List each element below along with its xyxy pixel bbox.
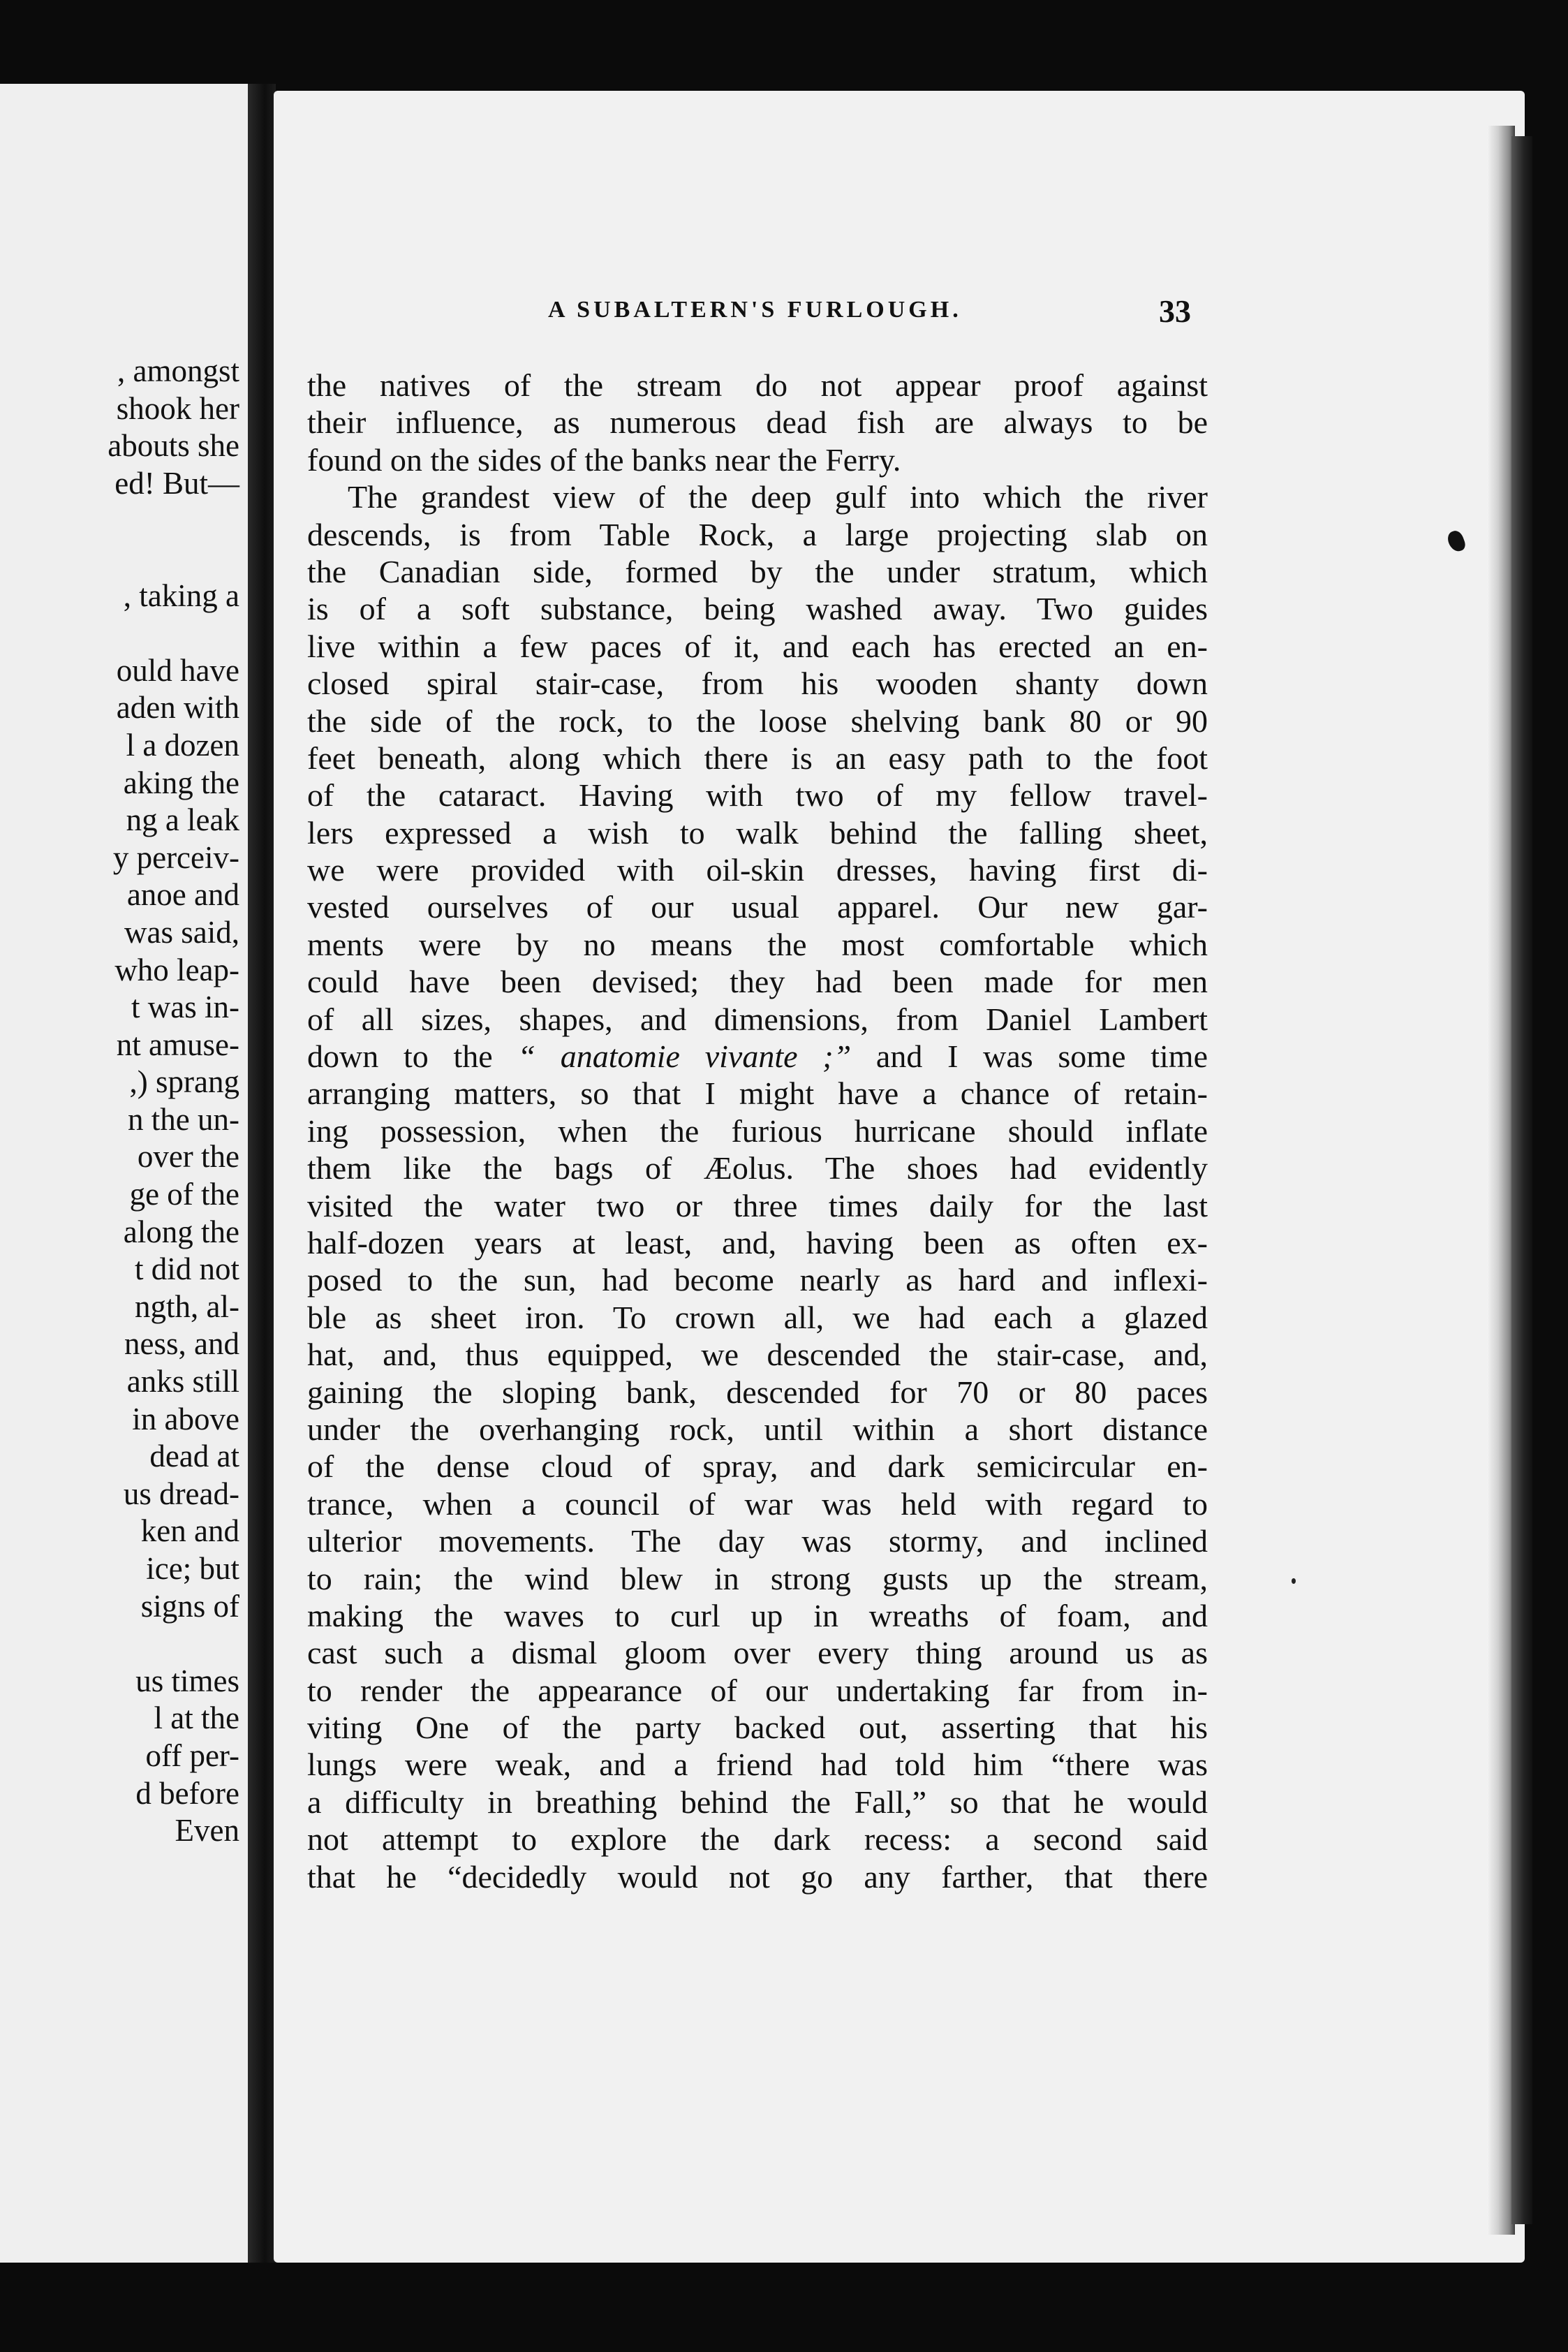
left-page-line: ken and bbox=[140, 1513, 239, 1549]
text-line: of all sizes, shapes, and dimensions, from Daniel Lambert bbox=[307, 1001, 1208, 1037]
ink-speck bbox=[1292, 1578, 1296, 1584]
text-line: live within a few paces of it, and each has erected an en- bbox=[307, 628, 1208, 664]
page-edge bbox=[1487, 126, 1515, 2235]
text-line: a difficulty in breathing behind the Fall,” so that he would bbox=[307, 1784, 1208, 1820]
left-page-line: shook her bbox=[116, 390, 239, 426]
left-page-line: , amongst bbox=[117, 353, 239, 388]
text-line: ble as sheet iron. To crown all, we had each a glazed bbox=[307, 1299, 1208, 1335]
left-page-line: ould have bbox=[116, 652, 239, 688]
left-page-line bbox=[9, 540, 239, 578]
text-line: the natives of the stream do not appear proof against bbox=[307, 367, 1208, 403]
left-facing-page bbox=[0, 84, 248, 2263]
text-line: to render the appearance of our undertaking far from in- bbox=[307, 1672, 1208, 1708]
text-line: The grandest view of the deep gulf into which the river bbox=[348, 479, 1208, 515]
left-page-line: y perceiv- bbox=[112, 839, 239, 875]
left-page-line bbox=[9, 502, 239, 540]
left-page-line: who leap- bbox=[114, 952, 239, 987]
left-page-line: aking the bbox=[123, 765, 239, 800]
page-number: 33 bbox=[1159, 293, 1191, 329]
left-page-line: l at the bbox=[154, 1700, 239, 1736]
left-page-line: d before bbox=[135, 1775, 239, 1811]
left-page-line: ed! But— bbox=[114, 465, 239, 501]
text-line: ments were by no means the most comfortable which bbox=[307, 926, 1208, 962]
left-page-line: abouts she bbox=[108, 428, 239, 464]
text-line: of the cataract. Having with two of my fellow travel- bbox=[307, 777, 1208, 814]
text-line: cast such a dismal gloom over every thing around us as bbox=[307, 1635, 1208, 1671]
left-page-line: Even bbox=[175, 1813, 239, 1848]
left-page-line: ngth, al- bbox=[135, 1288, 239, 1324]
text-line: the Canadian side, formed by the under stratum, which bbox=[307, 553, 1208, 589]
text-line: is of a soft substance, being washed away. Two guides bbox=[307, 591, 1208, 627]
body-text bbox=[307, 367, 1208, 1895]
left-page-line: l a dozen bbox=[126, 727, 239, 763]
text-line: not attempt to explore the dark recess: a second said bbox=[307, 1821, 1208, 1858]
left-page-line: ,) sprang bbox=[129, 1064, 239, 1100]
text-run: and I was some time bbox=[875, 1038, 1208, 1075]
left-page-line: t did not bbox=[134, 1251, 239, 1287]
left-page-line bbox=[9, 1625, 239, 1663]
text-line: the side of the rock, to the loose shelving bank 80 or 90 bbox=[307, 703, 1208, 739]
text-line: visited the water two or three times daily for the last bbox=[307, 1187, 1208, 1223]
text-line: half-dozen years at least, and, having been as often ex- bbox=[307, 1224, 1208, 1260]
text-line: making the waves to curl up in wreaths of foam, and bbox=[307, 1597, 1208, 1633]
running-head bbox=[0, 293, 1568, 339]
text-line: ulterior movements. The day was stormy, and inclined bbox=[307, 1523, 1208, 1559]
text-line: of the dense cloud of spray, and dark semicircular en- bbox=[307, 1448, 1208, 1485]
left-page-line: over the bbox=[137, 1139, 239, 1175]
page-edge-shadow bbox=[1511, 136, 1532, 2224]
text-line: gaining the sloping bank, descended for 70 or 80 paces bbox=[307, 1374, 1208, 1410]
left-page-line: us times bbox=[135, 1663, 239, 1698]
text-line: trance, when a council of war was held with regard to bbox=[307, 1485, 1208, 1522]
text-line: closed spiral stair-case, from his wooden shanty down bbox=[307, 666, 1208, 702]
italic-phrase: “ anatomie vivante ;” bbox=[517, 1038, 852, 1075]
left-page-line: , taking a bbox=[123, 578, 239, 613]
text-line: them like the bags of Æolus. The shoes had evidently bbox=[307, 1150, 1208, 1186]
text-line: under the overhanging rock, until within a short distance bbox=[307, 1411, 1208, 1447]
text-line: lungs were weak, and a friend had told him “there was bbox=[307, 1747, 1208, 1783]
text-line: arranging matters, so that I might have a chance of retain- bbox=[307, 1075, 1208, 1112]
left-page-line: off per- bbox=[145, 1737, 239, 1773]
text-line: we were provided with oil-skin dresses, having first di- bbox=[307, 852, 1208, 888]
left-page-line: in above bbox=[132, 1401, 239, 1436]
left-page-line: nt amuse- bbox=[116, 1027, 239, 1062]
text-line: posed to the sun, had become nearly as hard and inflexi- bbox=[307, 1262, 1208, 1298]
left-page-line: ice; but bbox=[146, 1551, 239, 1586]
left-page-line: t was in- bbox=[131, 990, 239, 1025]
left-page-line: along the bbox=[123, 1214, 239, 1249]
text-run: down to the bbox=[307, 1038, 493, 1075]
left-page-line: ge of the bbox=[129, 1177, 239, 1212]
left-page-text bbox=[9, 353, 239, 1850]
text-line: viting One of the party backed out, asserting that his bbox=[307, 1710, 1208, 1746]
left-page-line: was said, bbox=[124, 914, 239, 950]
left-page-line: anks still bbox=[126, 1364, 239, 1399]
left-page-line: dead at bbox=[149, 1439, 239, 1474]
text-line: hat, and, thus equipped, we descended the stair-case, and, bbox=[307, 1337, 1208, 1373]
text-line: that he “decidedly would not go any farther, that there bbox=[307, 1858, 1208, 1895]
left-page-line bbox=[9, 615, 239, 652]
text-line-with-italic bbox=[307, 1038, 1208, 1075]
left-page-line: ng a leak bbox=[126, 802, 239, 838]
text-line: their influence, as numerous dead fish are always to be bbox=[307, 404, 1208, 441]
left-page-line: aden with bbox=[116, 690, 239, 726]
left-page-line: signs of bbox=[140, 1588, 239, 1624]
book-gutter bbox=[248, 84, 276, 2263]
left-page-line: n the un- bbox=[128, 1101, 239, 1137]
left-page-line: anoe and bbox=[126, 877, 239, 913]
text-line: descends, is from Table Rock, a large projecting slab on bbox=[307, 516, 1208, 552]
text-line: vested ourselves of our usual apparel. Our new gar- bbox=[307, 889, 1208, 925]
text-line: feet beneath, along which there is an easy path to the foot bbox=[307, 740, 1208, 776]
text-line: found on the sides of the banks near the Ferry. bbox=[307, 441, 901, 478]
running-title: A SUBALTERN'S FURLOUGH. bbox=[548, 297, 962, 323]
text-line: to rain; the wind blew in strong gusts up the stream, bbox=[307, 1560, 1208, 1596]
left-page-line: ness, and bbox=[124, 1326, 239, 1362]
text-line: ing possession, when the furious hurricane should inflate bbox=[307, 1112, 1208, 1149]
text-line: could have been devised; they had been made for men bbox=[307, 964, 1208, 1000]
left-page-line: us dread- bbox=[123, 1476, 239, 1511]
text-line: lers expressed a wish to walk behind the falling sheet, bbox=[307, 814, 1208, 851]
